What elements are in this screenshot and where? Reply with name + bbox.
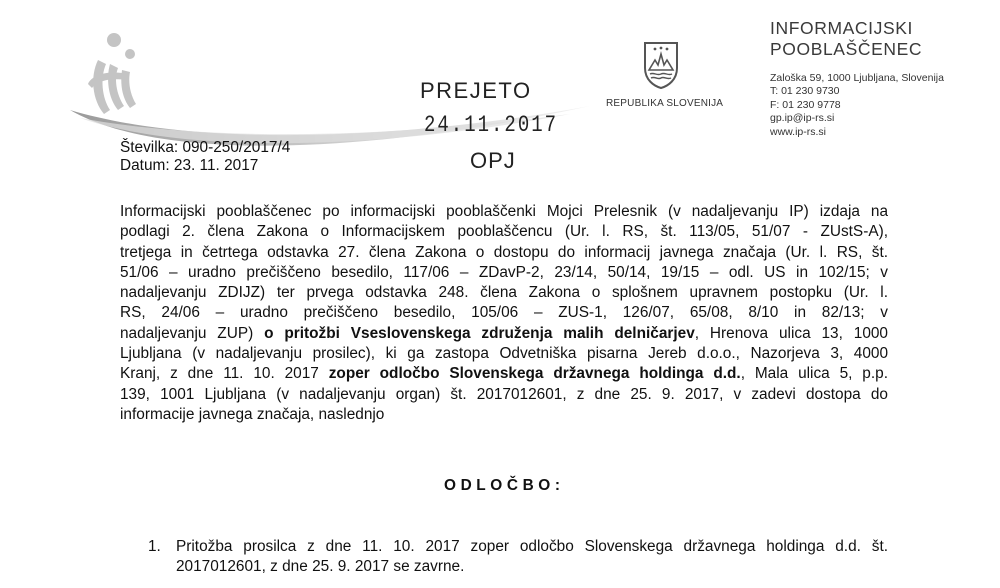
paragraph-line: RS, 24/06 – uradno prečiščeno besedilo, 105/06 – ZUS-1, 126/07, 65/08, 8/10 in 82/13; v bbox=[120, 304, 888, 322]
document-number: Številka: 090-250/2017/4 bbox=[120, 139, 291, 156]
organization-name bbox=[770, 18, 922, 60]
paragraph-line bbox=[120, 364, 888, 384]
paragraph-line bbox=[120, 324, 888, 344]
paragraph-line: Ljubljana (v nadaljevanju prosilec), ki ga zastopa Odvetniška pisarna Jereb d.o.o., Nazorjeva 3, 4000 bbox=[120, 345, 888, 363]
received-stamp-code: OPJ bbox=[470, 148, 516, 173]
document-meta bbox=[120, 139, 290, 175]
text-run: , Mala ulica 5, p.p. bbox=[740, 365, 888, 383]
appealed-decision: zoper odločbo Slovenskega državnega holdinga d.d. bbox=[328, 365, 741, 383]
paragraph-line: 51/06 – uradno prečiščeno besedilo, 117/06 – ZDavP-2, 23/14, 50/14, 19/15 – odl. US in 102/15; v bbox=[120, 263, 888, 281]
document-date: Datum: 23. 11. 2017 bbox=[120, 157, 259, 174]
intro-paragraph bbox=[120, 202, 888, 425]
text-run: Kranj, z dne 11. 10. 2017 bbox=[120, 365, 329, 383]
item-line: 2017012601, z dne 25. 9. 2017 se zavrne. bbox=[176, 558, 465, 576]
organization-name-line: POOBLAŠČENEC bbox=[770, 39, 923, 59]
received-stamp-date: 24.11.2017 bbox=[424, 112, 559, 139]
paragraph-line: Informacijski pooblaščenec po informacijski pooblaščenki Mojci Prelesnik (v nadaljevanju IP) izdaja na bbox=[120, 203, 888, 220]
text-run: , Hrenova ulica 13, 1000 bbox=[694, 324, 888, 342]
paragraph-line: podlagi 2. člena Zakona o Informacijskem pooblaščencu (Ur. l. RS, št. 113/05, 51/07 - ZUstS-A), bbox=[120, 223, 888, 241]
paragraph-line: tretjega in četrtega odstavka 27. člena Zakona o dostopu do informacij javnega značaja (Ur. l. RS, št. bbox=[120, 243, 888, 261]
item-number: 1. bbox=[148, 538, 161, 555]
received-stamp-word: PREJETO bbox=[420, 78, 532, 103]
organization-name-line: INFORMACIJSKI bbox=[770, 18, 913, 38]
fax-line: F: 01 230 9778 bbox=[770, 98, 841, 111]
slovenia-coat-of-arms-icon bbox=[642, 40, 680, 90]
paragraph-line: nadaljevanju ZDIJZ) ter prvega odstavka 248. člena Zakona o splošnem upravnem postopku (Ur. l. bbox=[120, 284, 888, 302]
website-line: www.ip-rs.si bbox=[770, 125, 827, 138]
item-line: Pritožba prosilca z dne 11. 10. 2017 zoper odločbo Slovenskega državnega holdinga d.d. št. bbox=[176, 538, 888, 555]
text-run: nadaljevanju ZUP) bbox=[120, 324, 265, 342]
organization-contact bbox=[770, 72, 944, 139]
paragraph-line: 139, 1001 Ljubljana (v nadaljevanju organ) št. 2017012601, z dne 25. 9. 2017, v zadevi dostopa do bbox=[120, 385, 888, 403]
decision-heading: ODLOČBO: bbox=[444, 477, 565, 494]
phone-line: T: 01 230 9730 bbox=[770, 85, 840, 98]
republic-label: REPUBLIKA SLOVENIJA bbox=[606, 98, 724, 109]
address-line: Zaloška 59, 1000 Ljubljana, Slovenija bbox=[770, 72, 944, 84]
email-line: gp.ip@ip-rs.si bbox=[770, 112, 835, 125]
item-text bbox=[176, 537, 888, 578]
appellant-name: o pritožbi Vseslovenskega združenja malih delničarjev bbox=[264, 324, 695, 342]
paragraph-line: informacije javnega značaja, naslednjo bbox=[120, 405, 385, 423]
